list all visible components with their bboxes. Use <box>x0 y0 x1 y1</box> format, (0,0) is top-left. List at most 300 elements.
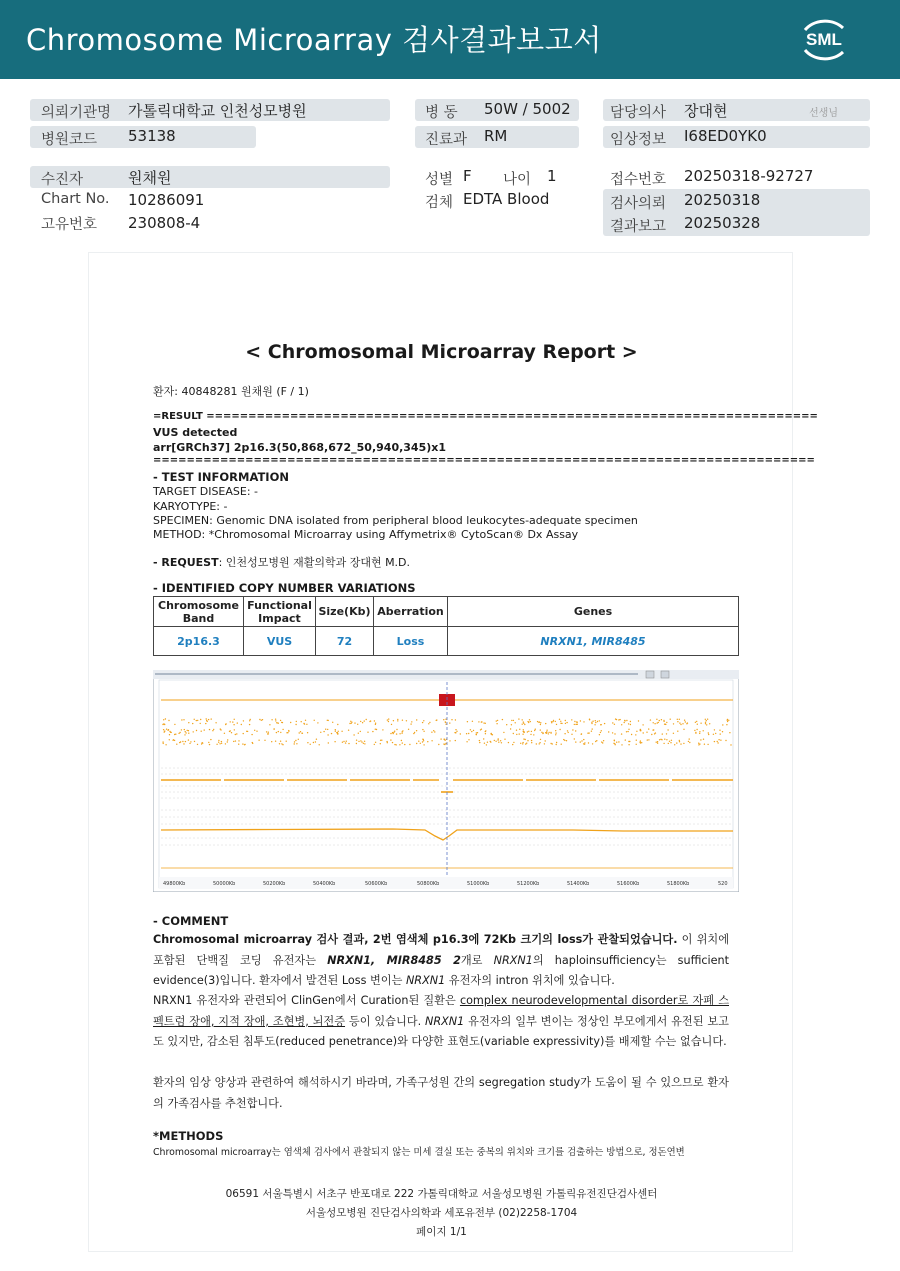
allele-dot <box>358 741 359 742</box>
allele-dot <box>327 734 328 735</box>
col-chromosome-band: Chromosome Band <box>154 597 244 627</box>
test-info-header: - TEST INFORMATION <box>153 470 289 484</box>
x-tick-label: 50800Kb <box>417 881 440 887</box>
allele-dot <box>556 742 557 743</box>
allele-dot <box>174 724 175 725</box>
allele-dot <box>717 741 718 742</box>
microarray-plot <box>153 670 739 892</box>
allele-dot <box>375 723 376 724</box>
allele-dot <box>472 721 473 722</box>
allele-dot <box>555 734 556 735</box>
allele-dot <box>443 743 444 744</box>
allele-dot <box>176 744 177 745</box>
allele-dot <box>276 722 277 723</box>
allele-dot <box>583 721 584 722</box>
comment-p2-gene: NRXN1 <box>424 1014 465 1028</box>
allele-dot <box>230 721 231 722</box>
allele-dot <box>525 739 526 740</box>
allele-dot <box>597 721 598 722</box>
comment-p1-text-a: 이 위치에 포함된 단백질 코딩 유전자는 <box>153 933 730 967</box>
comment-p1-gene: NRXN1 <box>493 953 533 967</box>
allele-dot <box>172 740 173 741</box>
allele-dot <box>348 730 349 731</box>
allele-dot <box>343 741 344 742</box>
unique-no-value: 230808-4 <box>128 214 201 232</box>
allele-dot <box>427 741 428 742</box>
allele-dot <box>362 722 363 723</box>
allele-dot <box>208 719 209 720</box>
allele-dot <box>612 732 613 733</box>
allele-dot <box>614 740 615 741</box>
allele-dot <box>708 732 709 733</box>
allele-dot <box>337 724 338 725</box>
x-tick-label: 51000Kb <box>467 881 490 887</box>
allele-dot <box>516 734 517 735</box>
allele-dot <box>258 740 259 741</box>
allele-dot <box>627 731 628 732</box>
comment-paragraph-3: 환자의 임상 양상과 관련하여 해석하시기 바라며, 가족구성원 간의 segregation study가 도움이 될 수 있으므로 환자의 가족검사를 추천합니다. <box>153 1076 729 1110</box>
allele-dot <box>527 740 528 741</box>
allele-dot <box>220 728 221 729</box>
allele-dot <box>266 731 267 732</box>
allele-dot <box>262 719 263 720</box>
allele-dot <box>647 739 648 740</box>
allele-dot <box>364 743 365 744</box>
allele-dot <box>518 718 519 719</box>
allele-dot <box>654 723 655 724</box>
allele-dot <box>341 731 342 732</box>
allele-dot <box>539 742 540 743</box>
allele-dot <box>396 744 397 745</box>
allele-dot <box>640 730 641 731</box>
physician-label: 담당의사 <box>610 105 667 121</box>
footer-page-number: 페이지 1/1 <box>416 1226 467 1238</box>
allele-dot <box>197 744 198 745</box>
allele-dot <box>697 724 698 725</box>
allele-dot <box>328 742 329 743</box>
institution-value: 가톨릭대학교 인천성모병원 <box>128 102 307 120</box>
allele-dot <box>280 741 281 742</box>
allele-dot <box>661 719 662 720</box>
allele-dot <box>511 724 512 725</box>
allele-dot <box>628 729 629 730</box>
institution-label: 의뢰기관명 <box>41 105 112 121</box>
allele-dot <box>529 719 530 720</box>
allele-dot <box>714 729 715 730</box>
allele-dot <box>685 721 686 722</box>
allele-dot <box>286 741 287 742</box>
allele-dot <box>556 724 557 725</box>
allele-dot <box>513 742 514 743</box>
allele-dot <box>296 721 297 722</box>
allele-dot <box>666 722 667 723</box>
allele-dot <box>561 723 562 724</box>
allele-dot <box>301 721 302 722</box>
allele-dot <box>410 723 411 724</box>
sex-value: F <box>463 167 472 185</box>
cnv-header: - IDENTIFIED COPY NUMBER VARIATIONS <box>153 581 416 595</box>
allele-dot <box>164 731 165 732</box>
col-size: Size(Kb) <box>316 597 374 627</box>
allele-dot <box>235 734 236 735</box>
result-header: =RESULT ========================================================================= <box>153 411 818 422</box>
allele-dot <box>568 732 569 733</box>
allele-dot <box>536 743 537 744</box>
allele-dot <box>683 729 684 730</box>
allele-dot <box>555 730 556 731</box>
allele-dot <box>679 740 680 741</box>
allele-dot <box>595 741 596 742</box>
allele-dot <box>393 720 394 721</box>
allele-dot <box>169 734 170 735</box>
allele-dot <box>278 731 279 732</box>
allele-dot <box>307 742 308 743</box>
allele-dot <box>254 730 255 731</box>
allele-dot <box>328 720 329 721</box>
allele-dot <box>202 743 203 744</box>
department-label: 진료과 <box>425 132 468 148</box>
allele-dot <box>650 719 651 720</box>
allele-dot <box>512 744 513 745</box>
result-line-2: arr[GRCh37] 2p16.3(50,868,672_50,940,345)x1 <box>153 441 447 454</box>
allele-dot <box>163 743 164 744</box>
allele-dot <box>531 731 532 732</box>
allele-dot <box>181 719 182 720</box>
allele-dot <box>295 740 296 741</box>
allele-dot <box>587 733 588 734</box>
allele-dot <box>348 743 349 744</box>
home-icon <box>646 671 654 678</box>
allele-dot <box>174 734 175 735</box>
allele-dot <box>528 731 529 732</box>
allele-dot <box>232 721 233 722</box>
allele-dot <box>727 720 728 721</box>
allele-dot <box>261 720 262 721</box>
allele-dot <box>163 719 164 720</box>
allele-dot <box>604 723 605 724</box>
allele-dot <box>592 728 593 729</box>
allele-dot <box>487 742 488 743</box>
request-label: - REQUEST <box>153 556 219 569</box>
allele-dot <box>295 724 296 725</box>
allele-dot <box>190 741 191 742</box>
allele-dot <box>290 722 291 723</box>
allele-dot <box>574 721 575 722</box>
allele-dot <box>194 719 195 720</box>
allele-dot <box>188 739 189 740</box>
allele-dot <box>655 732 656 733</box>
allele-dot <box>707 719 708 720</box>
allele-dot <box>387 719 388 720</box>
allele-dot <box>349 723 350 724</box>
allele-dot <box>527 721 528 722</box>
allele-dot <box>679 722 680 723</box>
allele-dot <box>275 719 276 720</box>
allele-dot <box>531 742 532 743</box>
x-tick-label: 50000Kb <box>213 881 236 887</box>
allele-dot <box>455 729 456 730</box>
allele-dot <box>445 719 446 720</box>
allele-dot <box>206 720 207 721</box>
allele-dot <box>636 731 637 732</box>
allele-dot <box>249 720 250 721</box>
allele-dot <box>236 733 237 734</box>
allele-dot <box>259 719 260 720</box>
allele-dot <box>300 731 301 732</box>
allele-dot <box>560 721 561 722</box>
allele-dot <box>694 730 695 731</box>
allele-dot <box>552 721 553 722</box>
allele-dot <box>630 721 631 722</box>
allele-dot <box>625 739 626 740</box>
allele-dot <box>652 729 653 730</box>
allele-dot <box>443 719 444 720</box>
comment-p1-genes: NRXN1, MIR8485 2 <box>327 953 461 967</box>
allele-dot <box>584 744 585 745</box>
specimen-line: SPECIMEN: Genomic DNA isolated from peripheral blood leukocytes-adequate specimen <box>153 514 638 527</box>
allele-dot <box>628 744 629 745</box>
allele-dot <box>225 743 226 744</box>
allele-dot <box>381 740 382 741</box>
allele-dot <box>196 730 197 731</box>
chart-no-label: Chart No. <box>41 191 110 207</box>
report-page <box>88 252 818 1252</box>
allele-dot <box>276 732 277 733</box>
allele-dot <box>353 734 354 735</box>
allele-dot <box>498 742 499 743</box>
allele-dot <box>188 733 189 734</box>
allele-dot <box>267 733 268 734</box>
allele-dot <box>183 743 184 744</box>
allele-dot <box>438 744 439 745</box>
allele-dot <box>530 734 531 735</box>
allele-dot <box>677 721 678 722</box>
allele-dot <box>714 741 715 742</box>
allele-dot <box>275 741 276 742</box>
allele-dot <box>571 719 572 720</box>
allele-dot <box>185 732 186 733</box>
allele-dot <box>319 744 320 745</box>
allele-dot <box>313 742 314 743</box>
x-tick-label: 51200Kb <box>517 881 540 887</box>
allele-dot <box>304 723 305 724</box>
allele-dot <box>656 719 657 720</box>
allele-dot <box>663 721 664 722</box>
allele-dot <box>271 719 272 720</box>
allele-dot <box>388 721 389 722</box>
allele-dot <box>201 731 202 732</box>
allele-dot <box>428 723 429 724</box>
allele-dot <box>684 720 685 721</box>
examinee-label: 수진자 <box>41 172 84 188</box>
allele-dot <box>216 744 217 745</box>
allele-dot <box>630 724 631 725</box>
report-date-value: 20250328 <box>684 214 761 232</box>
allele-dot <box>183 719 184 720</box>
allele-dot <box>466 741 467 742</box>
allele-dot <box>470 729 471 730</box>
allele-dot <box>522 719 523 720</box>
allele-dot <box>375 742 376 743</box>
allele-dot <box>636 740 637 741</box>
allele-dot <box>237 722 238 723</box>
allele-dot <box>399 744 400 745</box>
receipt-no-value: 20250318-92727 <box>684 167 814 185</box>
cell-aberration: Loss <box>374 627 448 656</box>
allele-dot <box>689 738 690 739</box>
allele-dot <box>491 734 492 735</box>
allele-dot <box>162 741 163 742</box>
allele-dot <box>708 734 709 735</box>
allele-dot <box>600 732 601 733</box>
allele-dot <box>445 721 446 722</box>
allele-dot <box>467 721 468 722</box>
allele-dot <box>382 729 383 730</box>
allele-dot <box>522 734 523 735</box>
allele-dot <box>646 732 647 733</box>
allele-dot <box>280 732 281 733</box>
allele-dot <box>729 732 730 733</box>
allele-dot <box>544 743 545 744</box>
allele-dot <box>576 721 577 722</box>
allele-dot <box>221 741 222 742</box>
allele-dot <box>695 732 696 733</box>
allele-dot <box>356 743 357 744</box>
allele-dot <box>380 740 381 741</box>
allele-dot <box>335 729 336 730</box>
result-line-1: VUS detected <box>153 426 238 439</box>
allele-dot <box>486 744 487 745</box>
request-line <box>153 554 410 570</box>
hospital-code-value: 53138 <box>128 127 176 145</box>
allele-dot <box>436 720 437 721</box>
allele-dot <box>699 731 700 732</box>
allele-dot <box>227 741 228 742</box>
allele-dot <box>546 731 547 732</box>
comment-p2-text-c: 유전자의 일부 변이는 정상인 부모에게서 유전된 보고도 있지만, 감소된 침투도(reduced penetrance)와 다양한 표현도(variable expressivity)를 배제할 수는 없습니다. <box>153 1014 729 1048</box>
allele-dot <box>390 739 391 740</box>
allele-dot <box>280 720 281 721</box>
allele-dot <box>200 723 201 724</box>
allele-dot <box>390 733 391 734</box>
allele-dot <box>612 722 613 723</box>
allele-dot <box>181 729 182 730</box>
x-tick-label: 51400Kb <box>567 881 590 887</box>
allele-dot <box>588 742 589 743</box>
allele-dot <box>613 743 614 744</box>
allele-dot <box>169 731 170 732</box>
clinical-info-value: I68ED0YK0 <box>684 127 767 145</box>
allele-dot <box>559 719 560 720</box>
methods-header: *METHODS <box>153 1129 224 1143</box>
allele-dot <box>591 731 592 732</box>
allele-dot <box>345 742 346 743</box>
allele-dot <box>409 744 410 745</box>
allele-dot <box>423 744 424 745</box>
allele-dot <box>551 721 552 722</box>
physician-title: 선생님 <box>809 108 838 119</box>
allele-dot <box>479 740 480 741</box>
allele-dot <box>696 729 697 730</box>
allele-dot <box>208 742 209 743</box>
allele-dot <box>664 739 665 740</box>
allele-dot <box>618 741 619 742</box>
allele-dot <box>376 729 377 730</box>
allele-dot <box>545 732 546 733</box>
allele-dot <box>651 734 652 735</box>
allele-dot <box>224 733 225 734</box>
comment-paragraph-1 <box>153 930 729 992</box>
allele-dot <box>682 723 683 724</box>
allele-dot <box>416 730 417 731</box>
comment-p2-underlined: complex neurodevelopmental disorder로 자폐 스펙트럼 장애, 지적 장애, 조현병, 뇌전증 <box>153 994 729 1028</box>
allele-dot <box>674 744 675 745</box>
allele-dot <box>496 720 497 721</box>
allele-dot <box>189 743 190 744</box>
allele-dot <box>540 722 541 723</box>
allele-dot <box>337 732 338 733</box>
allele-dot <box>374 720 375 721</box>
allele-dot <box>510 728 511 729</box>
allele-dot <box>705 722 706 723</box>
allele-dot <box>396 729 397 730</box>
allele-dot <box>539 743 540 744</box>
specimen-label: 검체 <box>425 195 454 211</box>
allele-dot <box>575 741 576 742</box>
allele-dot <box>188 730 189 731</box>
col-genes: Genes <box>448 597 739 627</box>
allele-dot <box>592 721 593 722</box>
allele-dot <box>599 734 600 735</box>
allele-dot <box>356 740 357 741</box>
allele-dot <box>705 719 706 720</box>
allele-dot <box>413 733 414 734</box>
allele-dot <box>163 723 164 724</box>
allele-dot <box>168 720 169 721</box>
allele-dot <box>396 733 397 734</box>
allele-dot <box>358 733 359 734</box>
footer-address: 06591 서울특별시 서초구 반포대로 222 가톨릭대학교 서울성모병원 가톨릭유전진단검사센터 <box>225 1188 658 1200</box>
allele-dot <box>235 740 236 741</box>
allele-dot <box>282 729 283 730</box>
allele-dot <box>423 731 424 732</box>
allele-dot <box>372 731 373 732</box>
allele-dot <box>621 733 622 734</box>
comment-p1-text-b: 개로 <box>460 953 494 967</box>
allele-dot <box>571 734 572 735</box>
allele-dot <box>656 742 657 743</box>
allele-dot <box>722 731 723 732</box>
allele-dot <box>624 720 625 721</box>
allele-dot <box>511 720 512 721</box>
allele-dot <box>314 720 315 721</box>
allele-dot <box>233 741 234 742</box>
allele-dot <box>679 741 680 742</box>
allele-dot <box>392 732 393 733</box>
comment-p2-text-a: NRXN1 유전자와 관련되어 ClinGen에서 Curation된 질환은 <box>153 994 460 1007</box>
allele-dot <box>247 731 248 732</box>
allele-dot <box>548 733 549 734</box>
allele-dot <box>238 740 239 741</box>
allele-dot <box>411 721 412 722</box>
allele-dot <box>580 741 581 742</box>
allele-dot <box>171 732 172 733</box>
allele-dot <box>351 723 352 724</box>
allele-dot <box>423 740 424 741</box>
allele-dot <box>503 732 504 733</box>
allele-dot <box>653 722 654 723</box>
allele-dot <box>476 732 477 733</box>
